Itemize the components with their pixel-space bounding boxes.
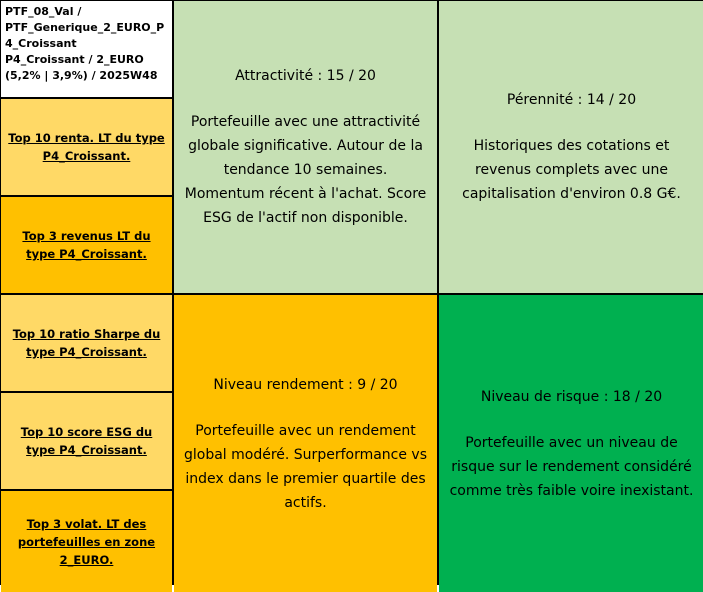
side-item-top10-sharpe[interactable] <box>1 295 172 391</box>
panel-attractivite-body: Portefeuille avec une attractivité globale significative. Autour de la tendance 10 semaines. Momentum récent à l'achat. Score ESG de l'actif non disponible. <box>184 114 427 226</box>
side-item-top3-revenus[interactable] <box>1 197 172 293</box>
side-item-label[interactable]: Top 3 revenus LT du type P4_Croissant. <box>22 229 151 261</box>
side-item-top3-volat[interactable] <box>1 491 172 592</box>
panel-risque-body: Portefeuille avec un niveau de risque sur le rendement considéré comme très faible voire inexistant. <box>449 434 694 499</box>
panel-rendement-body: Portefeuille avec un rendement global modéré. Surperformance vs index dans le premier quartile des actifs. <box>183 422 428 511</box>
panel-rendement <box>174 295 437 592</box>
side-item-label[interactable]: Top 10 score ESG du type P4_Croissant. <box>20 425 153 457</box>
panel-attractivite <box>174 1 437 293</box>
side-item-label[interactable]: Top 3 volat. LT des portefeuilles en zone 2_EURO. <box>17 516 156 567</box>
panel-attractivite-title: Attractivité : 15 / 20 <box>235 68 376 84</box>
side-item-label[interactable]: Top 10 renta. LT du type P4_Croissant. <box>8 131 165 163</box>
panel-perennite-body: Historiques des cotations et revenus complets avec une capitalisation d'environ 0.8 G€. <box>462 138 681 202</box>
panel-risque <box>439 295 703 592</box>
side-item-top10-esg[interactable] <box>1 393 172 489</box>
panel-perennite-title: Pérennité : 14 / 20 <box>506 92 637 108</box>
portfolio-header: PTF_08_Val / PTF_Generique_2_EURO_P 4_Croissant P4_Croissant / 2_EURO (5,2% | 3,9%) / 2025W48 <box>1 1 172 97</box>
panel-risque-title: Niveau de risque : 18 / 20 <box>480 388 663 405</box>
panel-perennite <box>439 1 703 293</box>
side-item-top10-renta[interactable] <box>1 99 172 195</box>
panel-rendement-title: Niveau rendement : 9 / 20 <box>213 376 398 393</box>
side-item-label[interactable]: Top 10 ratio Sharpe du type P4_Croissant. <box>12 327 161 359</box>
